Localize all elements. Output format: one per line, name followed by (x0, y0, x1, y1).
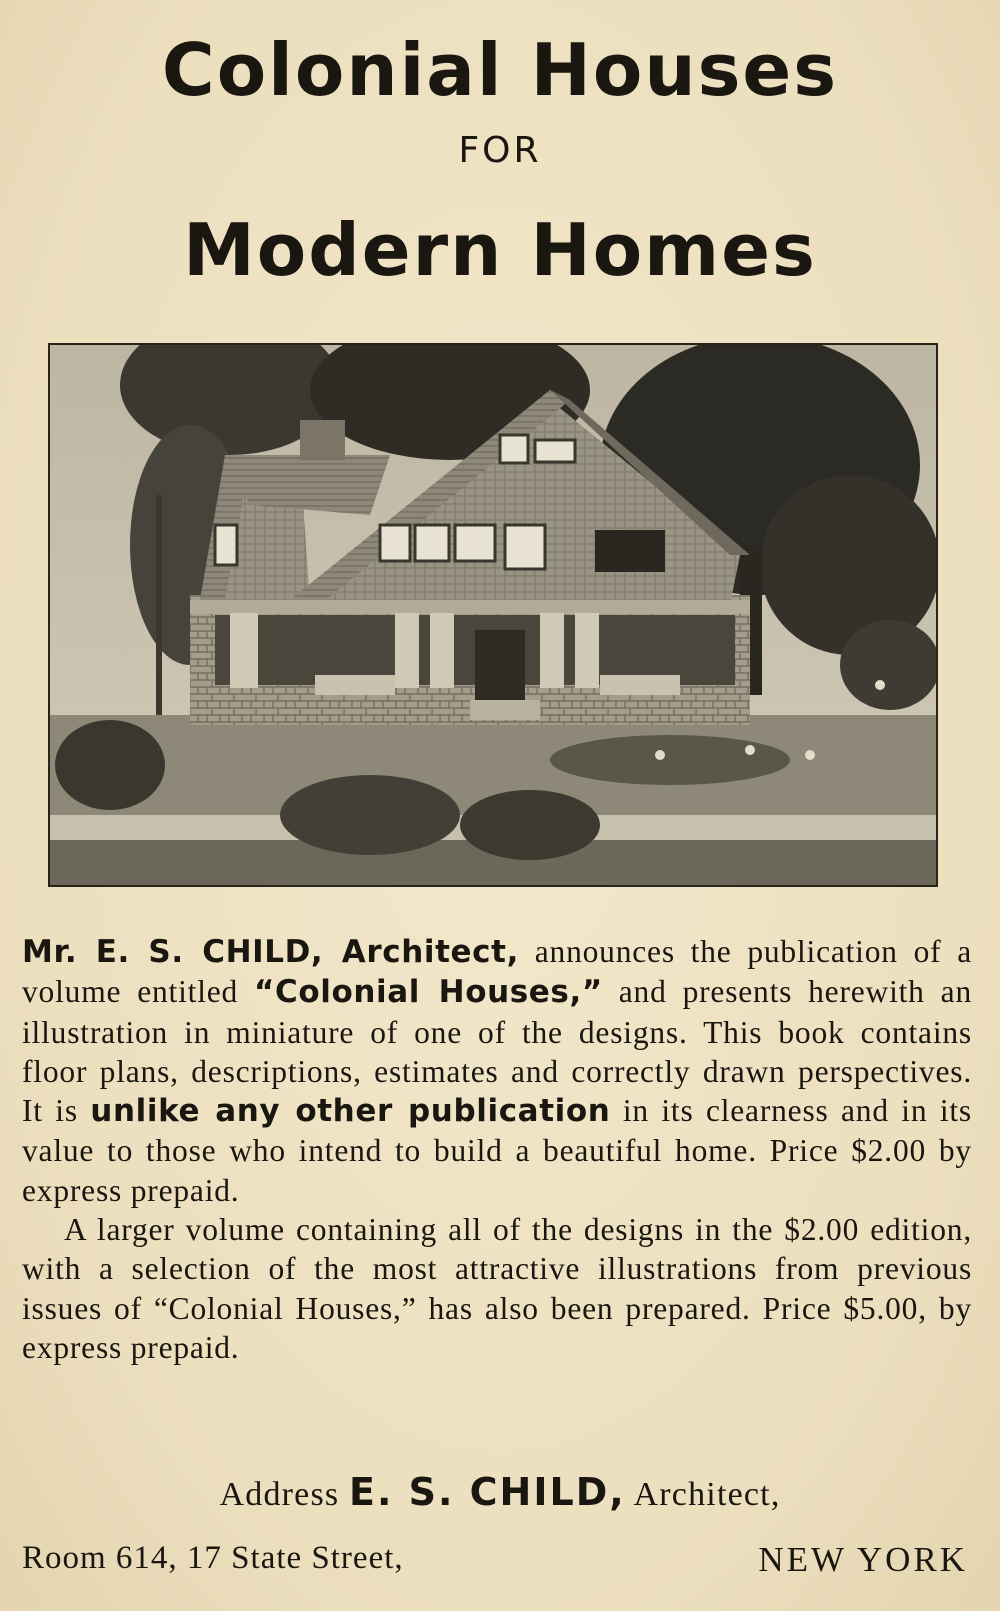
advertisement-body (22, 932, 972, 1367)
headline-modern-homes: Modern Homes (183, 208, 817, 292)
address-suffix: Architect, (625, 1476, 781, 1513)
headline-colonial-houses: Colonial Houses (161, 28, 839, 112)
body-paragraph-2: A larger volume containing all of the designs in the $2.00 edition, with a selection of the most attractive illustrations from previous issues of “Colonial Houses,” has also been prepared. Price $5.00, by express prepaid. (22, 1212, 972, 1365)
body-text: and presents herewith an illustration in miniature of one of the designs. This book contains floor plans, descriptions, estimates and correctly drawn perspectives. It is (22, 974, 972, 1129)
headline-for: FOR (458, 130, 542, 171)
address-line (0, 1470, 1000, 1514)
book-title: “Colonial Houses,” (254, 974, 603, 1011)
address-name: E. S. CHILD, (349, 1470, 626, 1514)
address-prefix: Address (219, 1476, 350, 1513)
emphasis-text: unlike any other publication (90, 1093, 611, 1130)
city-name: NEW YORK (758, 1540, 968, 1579)
house-illustration (48, 343, 938, 887)
architect-name: Mr. E. S. CHILD, Architect, (22, 934, 519, 970)
body-text: in its clearness and in its value to those who intend to build a beautiful home. Price $2.00 by express prepaid. (22, 1093, 972, 1208)
body-text: announces the publication of a volume entitled (22, 934, 972, 1010)
body-paragraph-1 (22, 932, 972, 1210)
room-address: Room 614, 17 State Street, (22, 1540, 404, 1576)
